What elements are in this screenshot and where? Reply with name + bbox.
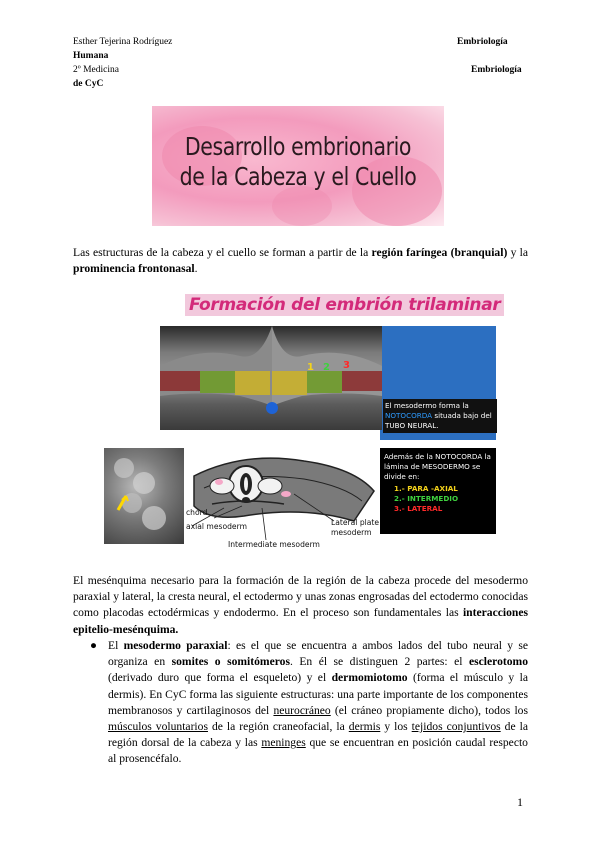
banner-title-line1: Desarrollo embrionario — [184, 132, 412, 161]
caption1-notocorda: NOTOCORDA — [385, 411, 433, 420]
label-lateral-plate: Lateral plate mesoderm — [331, 518, 380, 537]
figure-title: Formación del embrión trilaminar — [185, 294, 504, 316]
title-banner — [152, 106, 444, 226]
intro-bold-prominence: prominencia frontonasal — [73, 262, 195, 276]
sem-image-somites — [104, 448, 184, 544]
body-p1-bold: interacciones epitelio-mesénquima. — [73, 606, 528, 636]
b1-t7: y los — [380, 720, 412, 734]
label-intermediate-mesoderm: Intermediate mesoderm — [228, 540, 320, 549]
intro-text: Las estructuras de la cabeza y el cuello se forman a partir de la — [73, 246, 372, 259]
banner-title-line2: de la Cabeza y el Cuello — [179, 162, 417, 191]
b1-t3: (derivado duro que forma el esqueleto) y el — [108, 671, 332, 685]
intro-text-3: . — [194, 262, 198, 276]
b1-t4: (forma el músculo y la dermis). En CyC forma las siguiente estructuras: una parte importante de los componentes membranosos y cartilaginosos del — [108, 671, 528, 717]
marker-3: 3 — [343, 360, 350, 371]
sem-image-embryo — [160, 326, 382, 430]
division-item-intermediate: 2.- INTERMEDIO — [394, 494, 459, 503]
intro-text-2: y la — [507, 246, 528, 259]
b1-bold-mesodermo: mesodermo paraxial — [123, 639, 228, 652]
label-chord: chord — [186, 508, 208, 517]
header-course: 2º Medicina — [73, 65, 119, 75]
caption-mesoderm-division — [380, 448, 496, 534]
header-subject: Embriología — [457, 37, 508, 47]
header-subject-cont: Humana — [73, 51, 109, 61]
label-axial-mesoderm: axial mesoderm — [186, 522, 247, 531]
header-subject-right: Embriología — [471, 65, 522, 75]
marker-2: 2 — [323, 362, 330, 373]
banner-title — [178, 132, 417, 192]
body-p1-text: El mesénquima necesario para la formación de la región de la cabeza procede del mesodermo paraxial y lateral, la cresta neural, el ectodermo y unas zonas engrosadas del ectodermo conocidas como placodas ectodérmicas y endodermo. En el proceso son fundamentales las — [73, 574, 528, 620]
b1-t1: : es el que se encuentra a ambos lados del tubo neural y se organiza en — [108, 639, 529, 669]
sem-somites-illustration — [104, 448, 184, 544]
b1-t2: . En él se distinguen 2 partes: el — [289, 655, 469, 669]
marker-1: 1 — [307, 362, 314, 373]
header-author: Esther Tejerina Rodríguez — [73, 37, 173, 47]
sem-embryo-illustration — [160, 326, 382, 430]
b1-u-musculos: músculos voluntarios — [108, 720, 208, 734]
intro-paragraph — [73, 245, 528, 277]
b1-pre: El — [108, 639, 124, 652]
b1-bold-somites: somites o somitómeros — [171, 655, 290, 669]
caption1-text-2: situada bajo del TUBO NEURAL. — [385, 411, 492, 430]
b1-bold-esclerotomo: esclerotomo — [468, 655, 528, 669]
b1-u-neurocraneo: neurocráneo — [273, 703, 331, 717]
b1-u-tejidos: tejidos conjuntivos — [411, 720, 501, 734]
b1-bold-dermomiotomo: dermomiotomo — [331, 671, 408, 685]
body-paragraph-1 — [73, 573, 528, 638]
b1-t9: que se encuentran en posición caudal respecto al prosencéfalo. — [108, 736, 528, 766]
division-item-lateral: 3.- LATERAL — [394, 504, 443, 513]
page-number: 1 — [517, 795, 523, 809]
b1-u-meninges: meninges — [261, 736, 306, 750]
b1-t8: de la región dorsal de la cabeza y las — [108, 720, 528, 750]
intro-bold-region: región faríngea (branquial) — [371, 246, 508, 259]
b1-t6: de la región craneofacial, la — [207, 720, 349, 734]
header-subject-right-cont: de CyC — [73, 79, 104, 89]
bullet-dot: ● — [90, 639, 98, 652]
division-item-paraxial: 1.- PARA -AXIAL — [394, 484, 458, 493]
caption1-text: El mesodermo forma la — [385, 401, 469, 410]
b1-u-dermis: dermis — [348, 720, 381, 734]
caption-notochord — [383, 399, 497, 433]
caption2-intro: Además de la NOTOCORDA la lámina de MESODERMO se divide en: — [384, 452, 491, 481]
b1-t5: (el cráneo propiamente dicho), todos los — [330, 703, 528, 717]
bullet-paraxial — [108, 638, 528, 768]
